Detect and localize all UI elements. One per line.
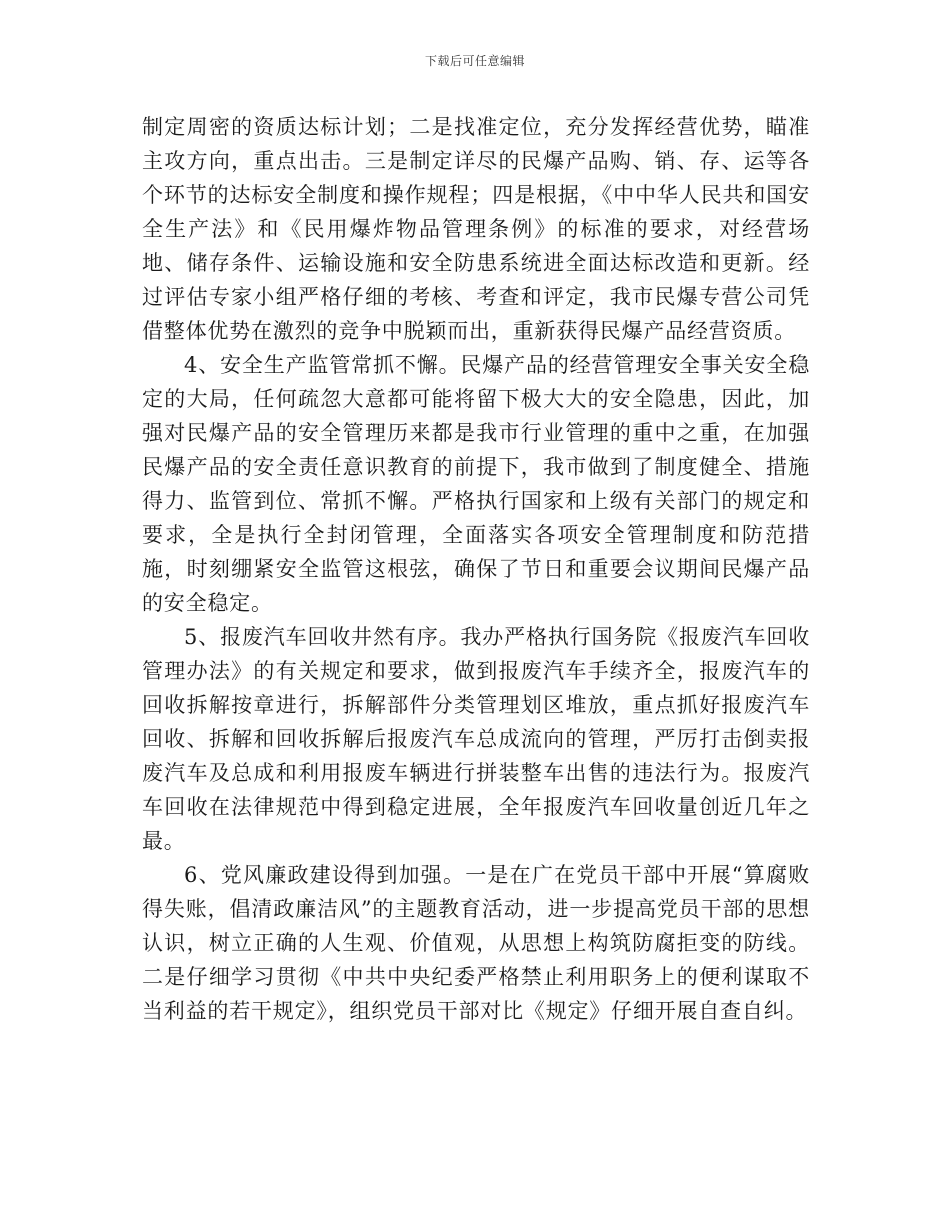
- paragraph-continuation: 制定周密的资质达标计划；二是找准定位，充分发挥经营优势，瞄准主攻方向，重点出击。三是制定详尽的民爆产品购、销、存、运等各个环节的达标安全制度和操作规程；四是根据，《中中华人民共和国安全生产法》和《民用爆炸物品管理条例》的标准的要求，对经营场地、储存条件、运输设施和安全防患系统进全面达标改造和更新。经过评估专家小组严格仔细的考核、考查和评定，我市民爆专营公司凭借整体优势在激烈的竞争中脱颖而出，重新获得民爆产品经营资质。: [142, 115, 810, 343]
- page-header: 下载后可任意编辑: [424, 54, 525, 68]
- document-body: [142, 110, 810, 1028]
- paragraph-safety-supervision: 4、安全生产监管常抓不懈。民爆产品的经营管理安全事关安全稳定的大局，任何疏忽大意都可能将留下极大大的安全隐患，因此，加强对民爆产品的安全管理历来都是我市行业管理的重中之重，在加强民爆产品的安全责任意识教育的前提下，我市做到了制度健全、措施得力、监管到位、常抓不懈。严格执行国家和上级有关部门的规定和要求，全是执行全封闭管理，全面落实各项安全管理制度和防范措施，时刻绷紧安全监管这根弦，确保了节日和重要会议期间民爆产品的安全稳定。: [142, 353, 810, 615]
- paragraph-scrap-vehicle-recycling: 5、报废汽车回收井然有序。我办严格执行国务院《报废汽车回收管理办法》的有关规定和要求，做到报废汽车手续齐全，报废汽车的回收拆解按章进行，拆解部件分类管理划区堆放，重点抓好报废汽车回收、拆解和回收拆解后报废汽车总成流向的管理，严厉打击倒卖报废汽车及总成和利用报废车辆进行拼装整车出售的违法行为。报废汽车回收在法律规范中得到稳定进展，全年报废汽车回收量创近几年之最。: [142, 625, 810, 853]
- paragraph-party-integrity: 6、党风廉政建设得到加强。一是在广在党员干部中开展“算腐败得失账，倡清政廉洁风”的主题教育活动，进一步提高党员干部的思想认识，树立正确的人生观、价值观，从思想上构筑防腐拒变的防线。二是仔细学习贯彻《中共中央纪委严格禁止利用职务上的便利谋取不当利益的若干规定》，组织党员干部对比《规定》仔细开展自查自纠。: [142, 863, 810, 1023]
